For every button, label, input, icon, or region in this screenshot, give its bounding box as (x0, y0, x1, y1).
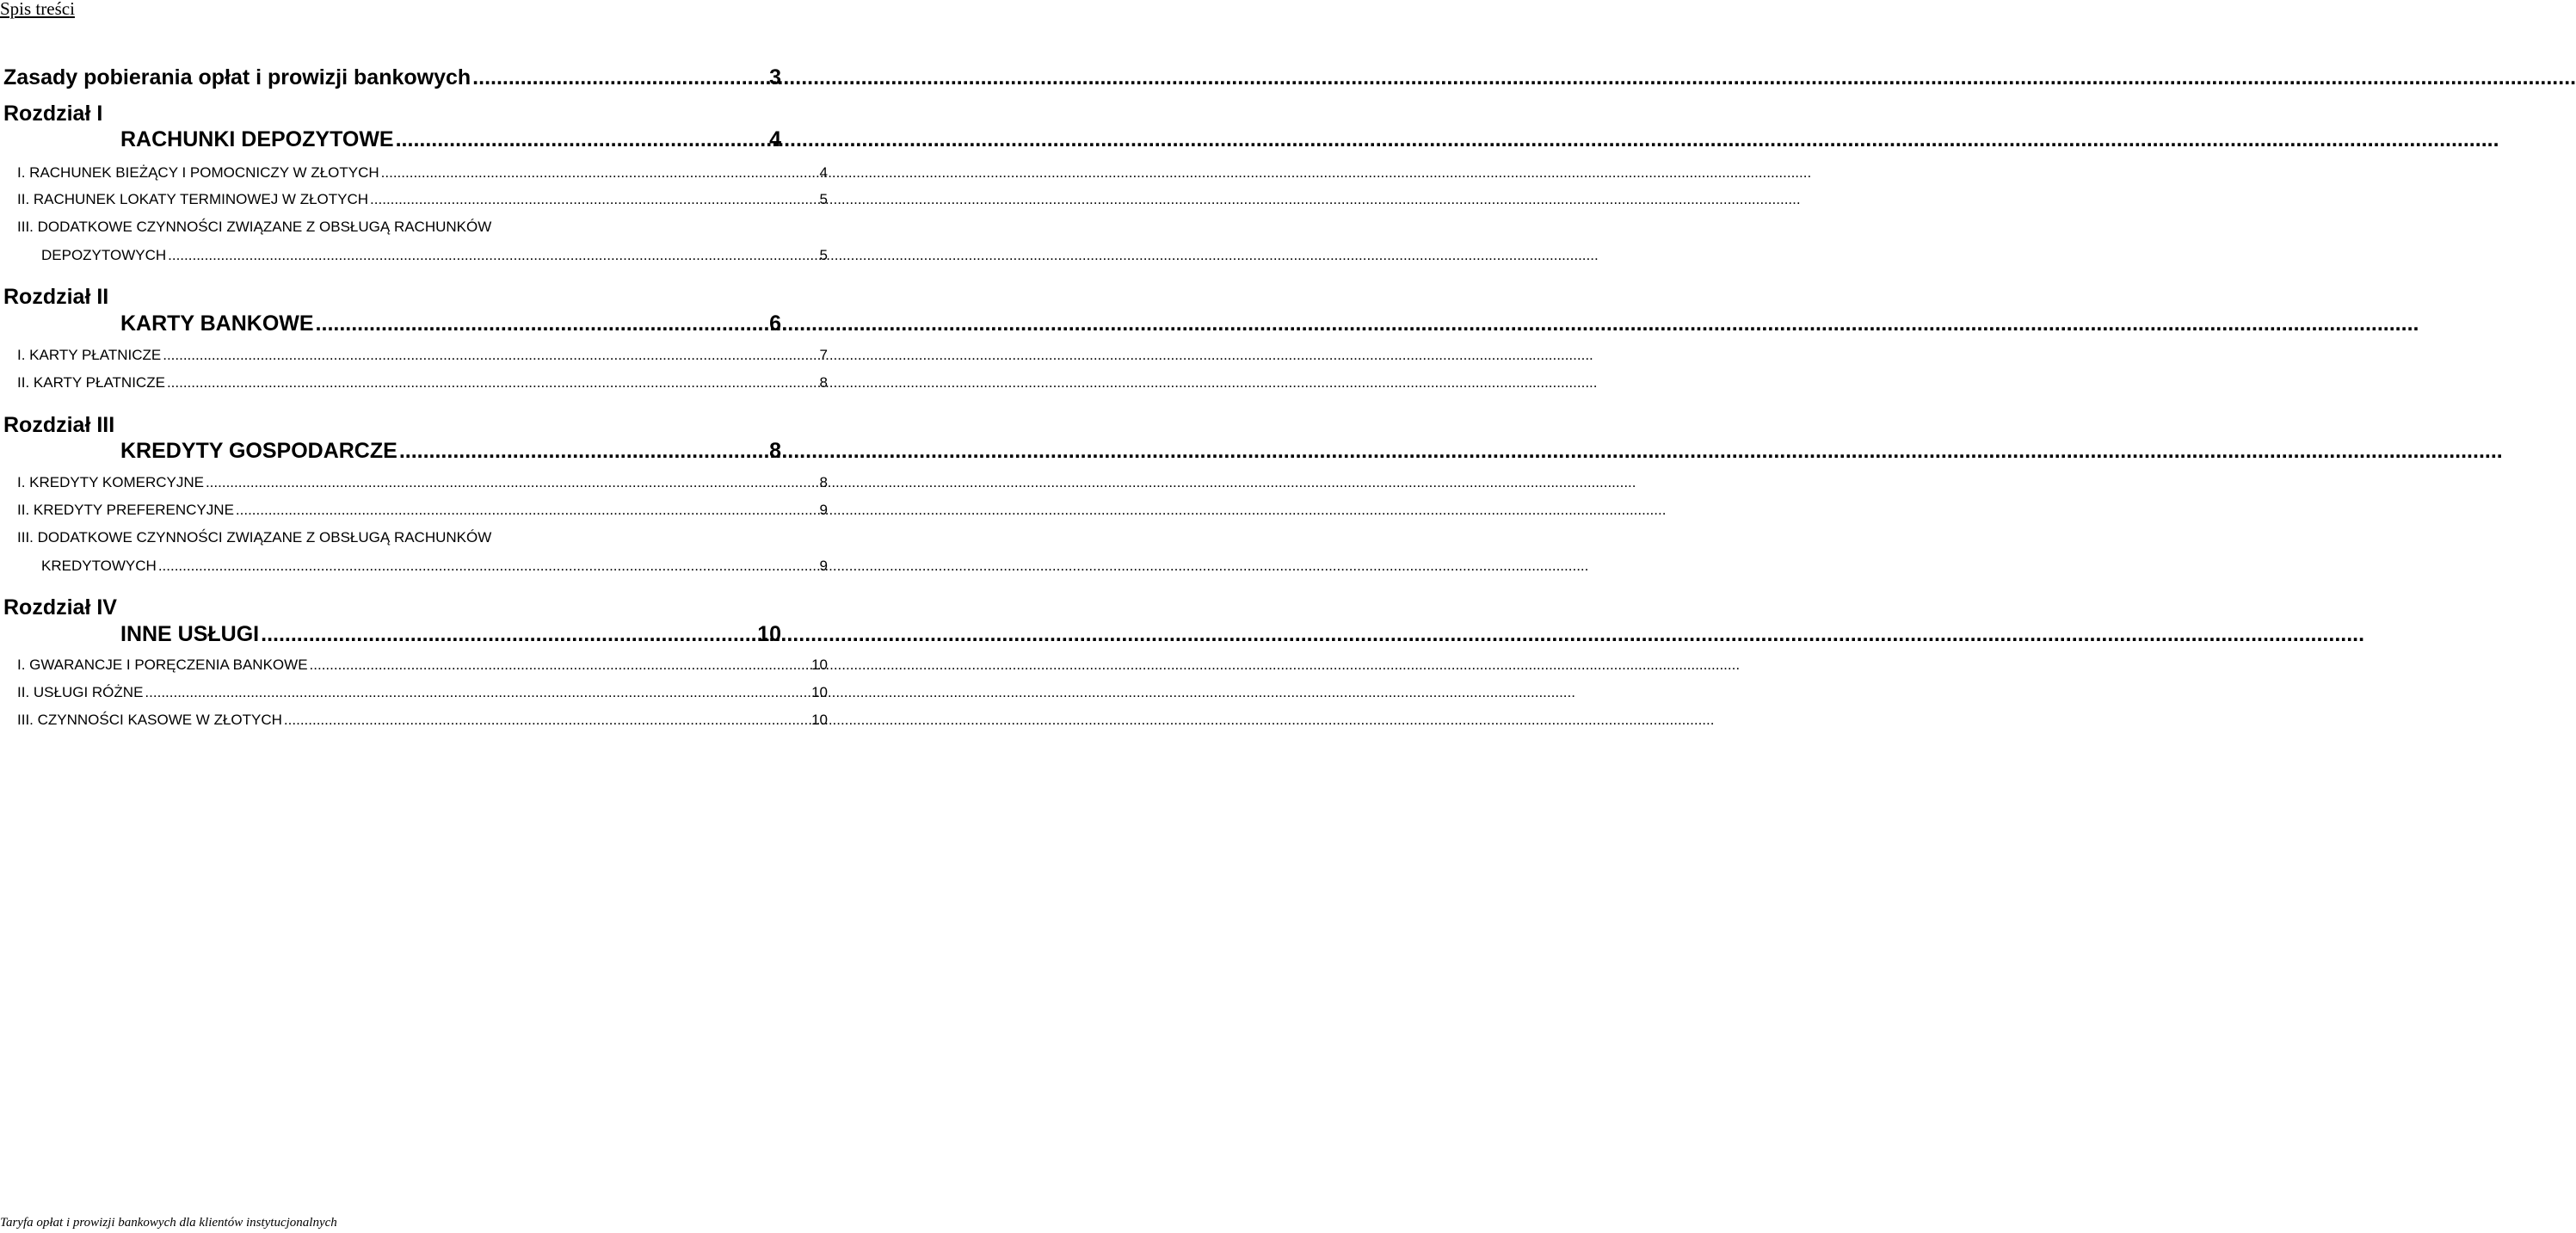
toc-page-number: 8 (819, 474, 828, 490)
dot-leader (145, 684, 810, 701)
toc-page-number: 9 (819, 502, 828, 518)
toc-entry[interactable] (17, 347, 828, 364)
toc-entry[interactable] (41, 247, 828, 264)
toc-page-number: 4 (769, 127, 781, 151)
toc-chapter-heading[interactable] (120, 127, 781, 152)
dot-leader (261, 622, 755, 647)
toc-entry-label-cont: DEPOZYTOWYCH (41, 247, 167, 263)
toc-entry[interactable] (17, 657, 828, 674)
toc-page-number: 10 (757, 622, 781, 646)
toc-entry[interactable] (17, 712, 828, 729)
toc-page-number: 6 (769, 311, 781, 336)
dot-leader (381, 164, 818, 182)
page-footer: Taryfa opłat i prowizji bankowych dla klientów instytucjonalnych (0, 1216, 337, 1230)
toc-entry-main[interactable] (3, 65, 781, 90)
toc-entry-label: I. RACHUNEK BIEŻĄCY I POMOCNICZY W ZŁOTYCH (17, 164, 379, 181)
dot-leader (316, 311, 768, 336)
dot-leader (310, 657, 810, 674)
dot-leader (284, 712, 810, 729)
toc-entry-label: I. KARTY PŁATNICZE (17, 347, 162, 363)
dot-leader (206, 474, 818, 491)
toc-entry[interactable] (17, 374, 828, 391)
toc-heading-link[interactable]: Spis treści (0, 0, 75, 19)
toc-entry[interactable] (17, 164, 828, 182)
chapter-title: Rozdział III (3, 413, 115, 437)
dot-leader (158, 558, 818, 575)
toc-page-number: 5 (819, 247, 828, 263)
dot-leader (399, 439, 767, 464)
toc-page-number: 7 (819, 347, 828, 363)
toc-entry-label: KARTY BANKOWE (120, 311, 314, 336)
dot-leader (163, 347, 817, 364)
toc-entry-label: RACHUNKI DEPOZYTOWE (120, 127, 394, 151)
toc-chapter-heading[interactable] (120, 311, 781, 336)
toc-page-number: 4 (819, 164, 828, 181)
chapter-title: Rozdział I (3, 102, 103, 126)
toc-entry-label: II. KREDYTY PREFERENCYJNE (17, 502, 234, 518)
toc-page-number: 5 (819, 191, 828, 207)
dot-leader (370, 191, 817, 208)
toc-entry-label-cont: KREDYTOWYCH (41, 558, 157, 574)
toc-page-number: 10 (811, 657, 828, 673)
toc-chapter-heading[interactable] (120, 439, 781, 464)
toc-entry-label[interactable]: III. DODATKOWE CZYNNOŚCI ZWIĄZANE Z OBSŁUGĄ RACHUNKÓW (17, 219, 492, 235)
toc-entry[interactable] (41, 558, 828, 575)
toc-entry-label: II. USŁUGI RÓŻNE (17, 684, 144, 700)
toc-page-number: 10 (811, 684, 828, 700)
toc-page-number: 10 (811, 712, 828, 728)
toc-page-number: 8 (819, 374, 828, 391)
toc-entry[interactable] (17, 684, 828, 701)
dot-leader (236, 502, 818, 519)
toc-entry-label: KREDYTY GOSPODARCZE (120, 439, 397, 463)
toc-page-number: 8 (769, 439, 781, 463)
toc-entry[interactable] (17, 502, 828, 519)
toc-entry-label[interactable]: III. DODATKOWE CZYNNOŚCI ZWIĄZANE Z OBSŁUGĄ RACHUNKÓW (17, 529, 492, 546)
toc-entry-label: I. KREDYTY KOMERCYJNE (17, 474, 204, 490)
toc-page-number: 9 (819, 558, 828, 574)
chapter-title: Rozdział IV (3, 595, 117, 620)
toc-entry[interactable] (17, 191, 828, 208)
toc-entry-label: II. KARTY PŁATNICZE (17, 374, 165, 391)
toc-entry-label: I. GWARANCJE I PORĘCZENIA BANKOWE (17, 657, 308, 673)
toc-chapter-heading[interactable] (120, 622, 781, 647)
chapter-title: Rozdział II (3, 285, 109, 309)
dot-leader (472, 65, 767, 90)
dot-leader (168, 247, 817, 264)
toc-page-number: 3 (769, 65, 781, 89)
toc-entry-label: II. RACHUNEK LOKATY TERMINOWEJ W ZŁOTYCH (17, 191, 369, 207)
dot-leader (167, 374, 818, 391)
toc-entry-label: INNE USŁUGI (120, 622, 260, 646)
toc-entry[interactable] (17, 474, 828, 491)
toc-entry-label: III. CZYNNOŚCI KASOWE W ZŁOTYCH (17, 712, 282, 728)
dot-leader (396, 127, 767, 152)
toc-entry-label: Zasady pobierania opłat i prowizji bankowych (3, 65, 471, 89)
